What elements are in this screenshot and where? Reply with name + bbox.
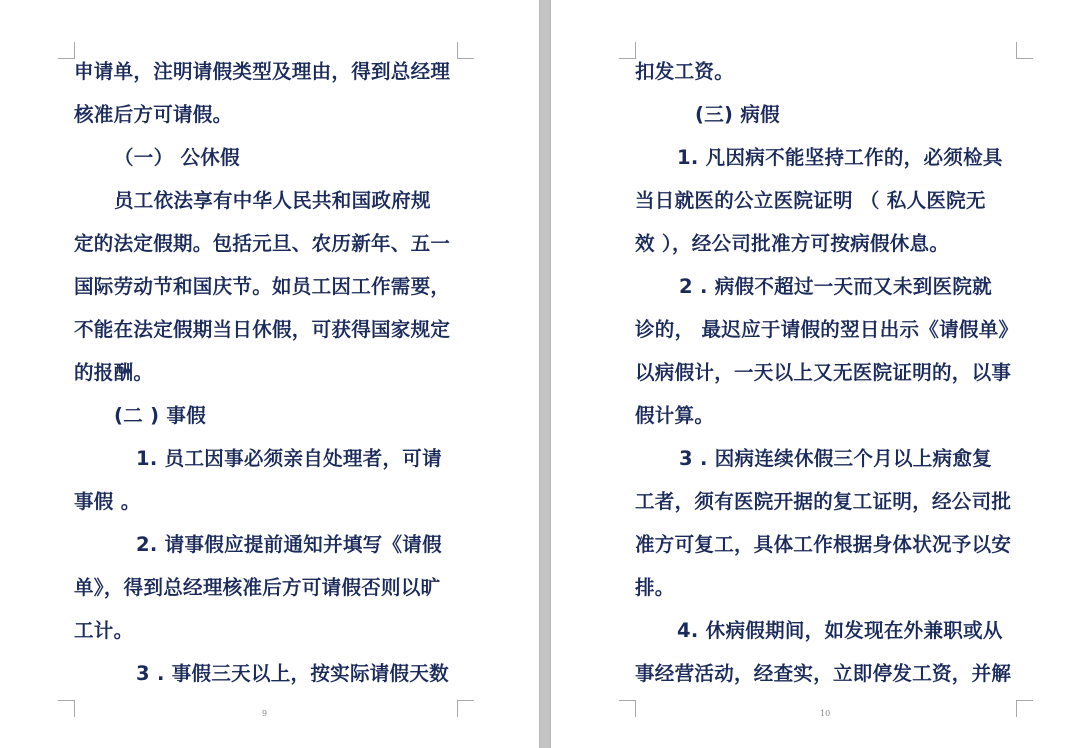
margin-corner-mark: [619, 42, 636, 59]
text-line: 3 . 事假三天以上，按实际请假天数: [136, 662, 449, 685]
page-number: 10: [820, 709, 831, 718]
margin-corner-mark: [619, 700, 636, 717]
margin-corner-mark: [1016, 700, 1033, 717]
text-line: 4. 休病假期间，如发现在外兼职或从: [677, 619, 1003, 642]
document-page-10: [551, 0, 1090, 748]
margin-corner-mark: [1016, 42, 1033, 59]
margin-corner-mark: [58, 42, 75, 59]
text-line: 工计。: [74, 619, 134, 642]
text-line: 效 ），经公司批准方可按病假休息。: [635, 232, 950, 255]
text-line: （一） 公休假: [114, 146, 240, 169]
text-line: 假计算。: [635, 404, 715, 427]
text-line: 的报酬。: [74, 361, 154, 384]
text-line: 工者，须有医院开据的复工证明，经公司批: [635, 490, 1012, 513]
text-line: 以病假计，一天以上又无医院证明的，以事: [635, 361, 1012, 384]
text-line: 排。: [635, 576, 675, 599]
text-line: 3 . 因病连续休假三个月以上病愈复: [679, 447, 992, 470]
document-page-9: [0, 0, 539, 748]
text-line: 事假 。: [74, 490, 141, 513]
text-line: 定的法定假期。包括元旦、农历新年、五一: [74, 232, 451, 255]
text-line: 员工依法享有中华人民共和国政府规: [114, 189, 431, 212]
text-line: (二 ) 事假: [114, 404, 207, 427]
text-line: 扣发工资。: [635, 60, 735, 83]
margin-corner-mark: [58, 700, 75, 717]
margin-corner-mark: [457, 42, 474, 59]
text-line: 1. 凡因病不能坚持工作的，必须检具: [677, 146, 1003, 169]
text-line: 不能在法定假期当日休假，可获得国家规定: [74, 318, 451, 341]
text-line: 2 . 病假不超过一天而又未到医院就: [679, 275, 992, 298]
text-line: 单》，得到总经理核准后方可请假否则以旷: [74, 576, 441, 599]
text-line: 当日就医的公立医院证明 （ 私人医院无: [635, 189, 986, 212]
text-line: 2. 请事假应提前通知并填写《请假: [136, 533, 442, 556]
page-number: 9: [262, 709, 268, 718]
text-line: 事经营活动，经查实，立即停发工资，并解: [635, 662, 1012, 685]
text-line: 核准后方可请假。: [74, 103, 233, 126]
text-line: 准方可复工，具体工作根据身体状况予以安: [635, 533, 1012, 556]
margin-corner-mark: [457, 700, 474, 717]
page-gutter: [539, 0, 551, 748]
text-line: 诊的， 最迟应于请假的翌日出示《请假单》: [635, 318, 1019, 341]
text-line: (三) 病假: [695, 103, 780, 126]
text-line: 国际劳动节和国庆节。如员工因工作需要，: [74, 275, 451, 298]
text-line: 1. 员工因事必须亲自处理者，可请: [136, 447, 442, 470]
text-line: 申请单，注明请假类型及理由，得到总经理: [74, 60, 451, 83]
